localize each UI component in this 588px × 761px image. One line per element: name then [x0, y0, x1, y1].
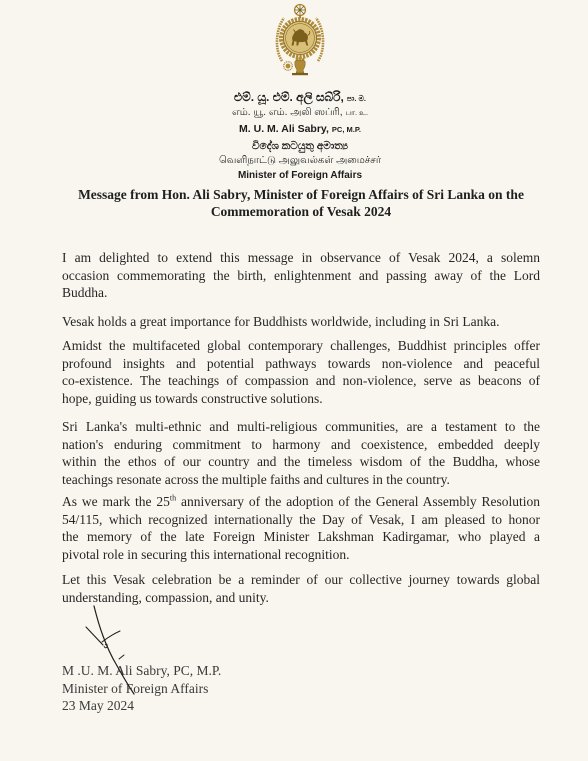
letter-date: 23 May 2024	[62, 698, 134, 713]
text-line: Amidst the multifaceted global contemporary challenges, Buddhist principles offer	[62, 338, 540, 353]
text-line: Buddha.	[62, 285, 108, 300]
name-english: M. U. M. Ali Sabry,	[239, 123, 329, 135]
sri-lanka-national-emblem-icon	[272, 3, 328, 77]
minister-title-sinhala: විදේශ කටයුතු අමාත්‍ය	[251, 140, 349, 152]
text-line: profound insights and potential pathways towards non-violence and peaceful	[62, 355, 540, 371]
message-heading	[62, 186, 540, 220]
heading-line: Message from Hon. Ali Sabry, Minister of Foreign Affairs of Sri Lanka on the	[78, 187, 524, 202]
paragraph-2	[62, 313, 540, 331]
minister-title-tamil: வெளிநாட்டு அலுவல்கள் அமைச்சர்	[218, 155, 382, 166]
text-line	[62, 493, 540, 511]
text-line: occasion commemorating the birth, enlightenment and passing away of the Lord	[62, 267, 540, 283]
paragraph-5	[62, 493, 540, 563]
name-sinhala: එම්. යූ. එම්. අලි සබ්රි,	[233, 90, 344, 104]
text-line: Vesak holds a great importance for Buddhists worldwide, including in Sri Lanka.	[62, 314, 500, 329]
text-line: the memory of the late Foreign Minister Lakshman Kadirgamar, who played a	[62, 529, 540, 544]
dharma-wheel-icon	[295, 5, 306, 19]
name-sinhala-suffix: පා. ම.	[346, 94, 366, 103]
signatory-name: M .U. M. Ali Sabry, PC, M.P.	[62, 663, 222, 678]
text-line: within the ethos of our country and the timeless wisdom of the Buddha, whose	[62, 454, 540, 469]
text-line: pivotal role in securing this international recognition.	[62, 546, 350, 562]
minister-name-sinhala	[150, 90, 450, 104]
sun-icon	[284, 62, 293, 71]
text-line: teachings resonate across the multiple faiths and cultures in the country.	[62, 471, 450, 487]
moon-icon	[310, 62, 314, 70]
name-english-suffix: PC, M.P.	[331, 125, 361, 134]
paragraph-4	[62, 418, 540, 488]
text-line: Sri Lanka's multi-ethnic and multi-religious communities, are a testament to the	[62, 419, 540, 434]
name-tamil: எம். யூ. எம். அலி ஸப்ரி,	[231, 107, 343, 118]
text-line: co-existence. The teachings of compassion and non-violence, serve as beacons of	[62, 373, 540, 388]
paragraph-3	[62, 337, 540, 407]
line-text-before-superscript: As we mark the 25	[62, 494, 170, 509]
line-text-after-superscript: anniversary of the adoption of the General Assembly Resolution	[176, 494, 541, 509]
signatory-title: Minister of Foreign Affairs	[62, 681, 209, 696]
text-line: Let this Vesak celebration be a reminder of our collective journey towards global	[62, 572, 540, 587]
text-line: hope, guiding us towards constructive solutions.	[62, 390, 323, 406]
heading-line: Commemoration of Vesak 2024	[210, 204, 392, 219]
pot-icon	[292, 57, 308, 75]
text-line: understanding, compassion, and unity.	[62, 589, 269, 605]
name-tamil-suffix: பா. உ.	[345, 108, 369, 117]
paragraph-1	[62, 249, 540, 302]
text-line: 54/115, which recognized internationally the Day of Vesak, I am pleased to honor	[62, 511, 540, 527]
handwritten-signature-icon	[78, 598, 148, 698]
minister-title-english: Minister of Foreign Affairs	[237, 170, 363, 181]
text-line: nation's enduring commitment to harmony and coexistence, embedded deeply	[62, 436, 540, 452]
minister-name-english	[150, 122, 450, 136]
ordinal-superscript: th	[169, 493, 177, 503]
text-line: I am delighted to extend this message in observance of Vesak 2024, a solemn	[62, 250, 540, 265]
minister-name-tamil	[150, 106, 450, 120]
